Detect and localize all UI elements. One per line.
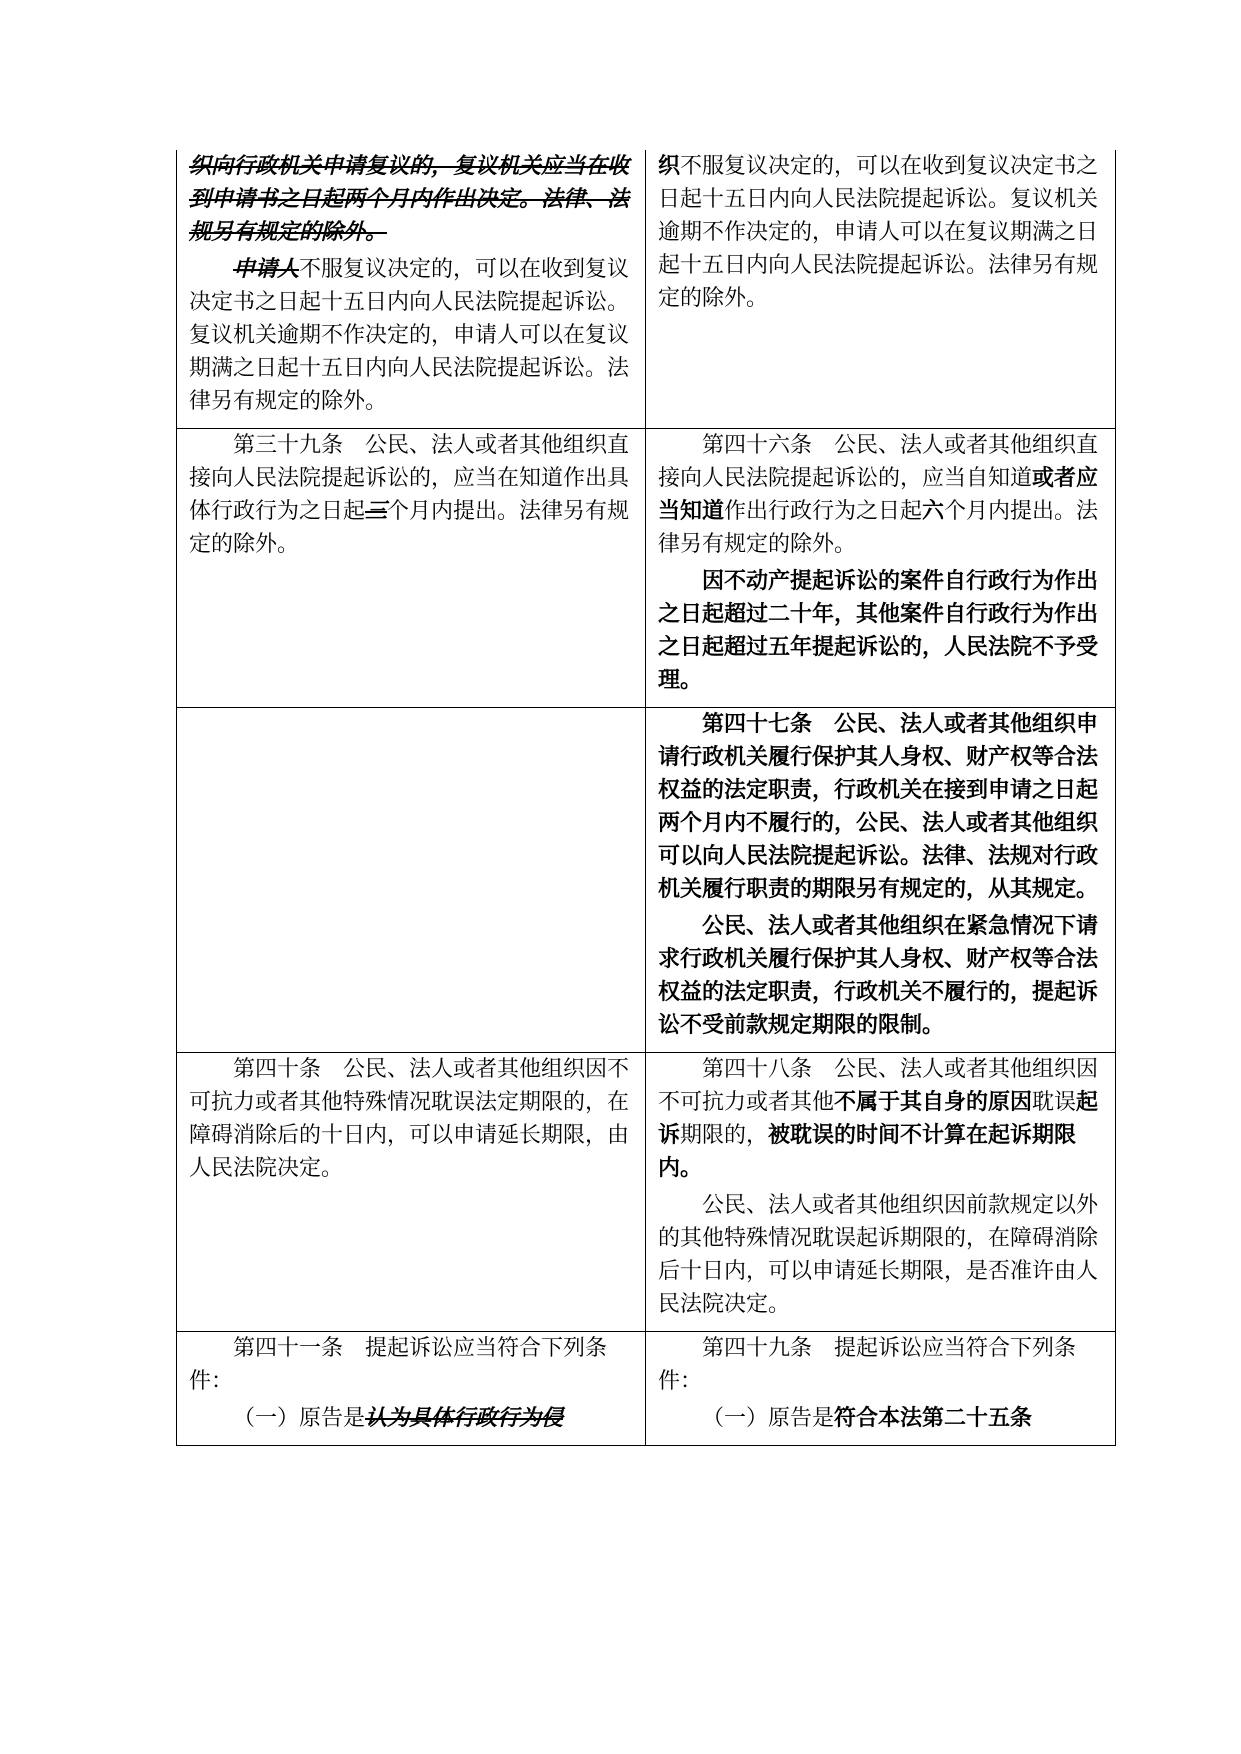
added-text: 织 — [658, 154, 681, 179]
law-comparison-table — [176, 150, 1116, 1446]
added-text: 符合本法第二十五条 — [834, 1406, 1033, 1431]
article-paragraph — [658, 1332, 1105, 1398]
article-paragraph — [658, 1402, 1105, 1435]
new-law-cell — [646, 708, 1116, 1053]
old-law-cell — [177, 1053, 646, 1332]
unchanged-text: 第四十六条 公民、法人或者其他组织直接向人民法院提起诉讼的，应当自知道 — [658, 433, 1099, 491]
added-text: 第四十七条 公民、法人或者其他组织申请行政机关履行保护其人身权、财产权等合法权益的法定职责，行政机关在接到申请之日起两个月内不履行的，公民、法人或者其他组织可以向人民法院提起诉讼。法律、法规对行政机关履行职责的期限另有规定的，从其规定。 — [658, 712, 1099, 902]
article-paragraph — [189, 429, 635, 561]
unchanged-text: （一）原告是 — [233, 1406, 366, 1431]
article-paragraph — [189, 1332, 635, 1398]
old-law-cell — [177, 1332, 646, 1446]
added-text: 因不动产提起诉讼的案件自行政行为作出之日起超过二十年，其他案件自行政行为作出之日起超过五年提起诉讼的，人民法院不予受理。 — [658, 569, 1099, 693]
added-text: 六 — [922, 499, 945, 524]
new-law-cell — [646, 150, 1116, 429]
old-law-cell — [177, 708, 646, 1053]
unchanged-text: （一）原告是 — [702, 1406, 835, 1431]
article-paragraph — [658, 565, 1105, 697]
unchanged-text: 个月内提出。法律另有规定的除外。 — [658, 499, 1099, 557]
article-paragraph — [189, 1402, 635, 1435]
unchanged-text: 第三十九条 公民、法人或者其他组织直接向人民法院提起诉讼的，应当在知道作出具体行政行为之日起 — [189, 433, 630, 524]
deleted-text: 织向行政机关申请复议的，复议机关应当在收到申请书之日起两个月内作出决定。法律、法规另有规定的除外。 — [189, 154, 630, 245]
comparison-row — [177, 150, 1116, 429]
comparison-row — [177, 1332, 1116, 1446]
article-paragraph — [189, 253, 635, 418]
added-text: 不属于其自身的原因 — [834, 1090, 1033, 1115]
unchanged-text: 个月内提出。法律另有规定的除外。 — [189, 499, 630, 557]
article-paragraph — [658, 1053, 1105, 1185]
added-text: 或者应当知道 — [658, 466, 1099, 524]
added-text: 起诉 — [658, 1090, 1099, 1148]
unchanged-text: 耽误 — [1032, 1090, 1077, 1115]
new-law-cell — [646, 1332, 1116, 1446]
new-law-cell — [646, 429, 1116, 708]
new-law-cell — [646, 1053, 1116, 1332]
unchanged-text: 不服复议决定的，可以在收到复议决定书之日起十五日内向人民法院提起诉讼。复议机关逾期不作决定的，申请人可以在复议期满之日起十五日内向人民法院提起诉讼。法律另有规定的除外。 — [189, 257, 630, 414]
old-law-cell — [177, 429, 646, 708]
comparison-row — [177, 1053, 1116, 1332]
old-law-cell — [177, 150, 646, 429]
article-paragraph — [658, 429, 1105, 561]
added-text: 公民、法人或者其他组织在紧急情况下请求行政机关履行保护其人身权、财产权等合法权益的法定职责，行政机关不履行的，提起诉讼不受前款规定期限的限制。 — [658, 914, 1099, 1038]
comparison-table-body — [177, 150, 1116, 1446]
article-paragraph — [189, 150, 635, 249]
article-paragraph — [658, 150, 1105, 315]
unchanged-text: 第四十八条 公民、法人或者其他组织因不可抗力或者其他 — [658, 1057, 1099, 1115]
unchanged-text: 第四十九条 提起诉讼应当符合下列条件： — [658, 1336, 1077, 1394]
comparison-row — [177, 708, 1116, 1053]
deleted-text: 认为具体行政行为侵 — [365, 1406, 564, 1431]
unchanged-text: 第四十条 公民、法人或者其他组织因不可抗力或者其他特殊情况耽误法定期限的，在障碍消除后的十日内，可以申请延长期限，由人民法院决定。 — [189, 1057, 630, 1181]
unchanged-text: 第四十一条 提起诉讼应当符合下列条件： — [189, 1336, 608, 1394]
article-paragraph — [658, 910, 1105, 1042]
article-paragraph — [658, 708, 1105, 906]
deleted-text: 三 — [365, 499, 388, 524]
added-text: 被耽误的时间不计算在起诉期限内。 — [658, 1123, 1077, 1181]
unchanged-text: 作出行政行为之日起 — [724, 499, 923, 524]
deleted-text: 申请人 — [233, 257, 300, 282]
unchanged-text: 期限的， — [680, 1123, 769, 1148]
article-paragraph — [189, 1053, 635, 1185]
unchanged-text: 不服复议决定的，可以在收到复议决定书之日起十五日内向人民法院提起诉讼。复议机关逾期不作决定的，申请人可以在复议期满之日起十五日内向人民法院提起诉讼。法律另有规定的除外。 — [658, 154, 1099, 311]
article-paragraph — [658, 1189, 1105, 1321]
comparison-row — [177, 429, 1116, 708]
unchanged-text: 公民、法人或者其他组织因前款规定以外的其他特殊情况耽误起诉期限的，在障碍消除后十日内，可以申请延长期限，是否准许由人民法院决定。 — [658, 1193, 1099, 1317]
